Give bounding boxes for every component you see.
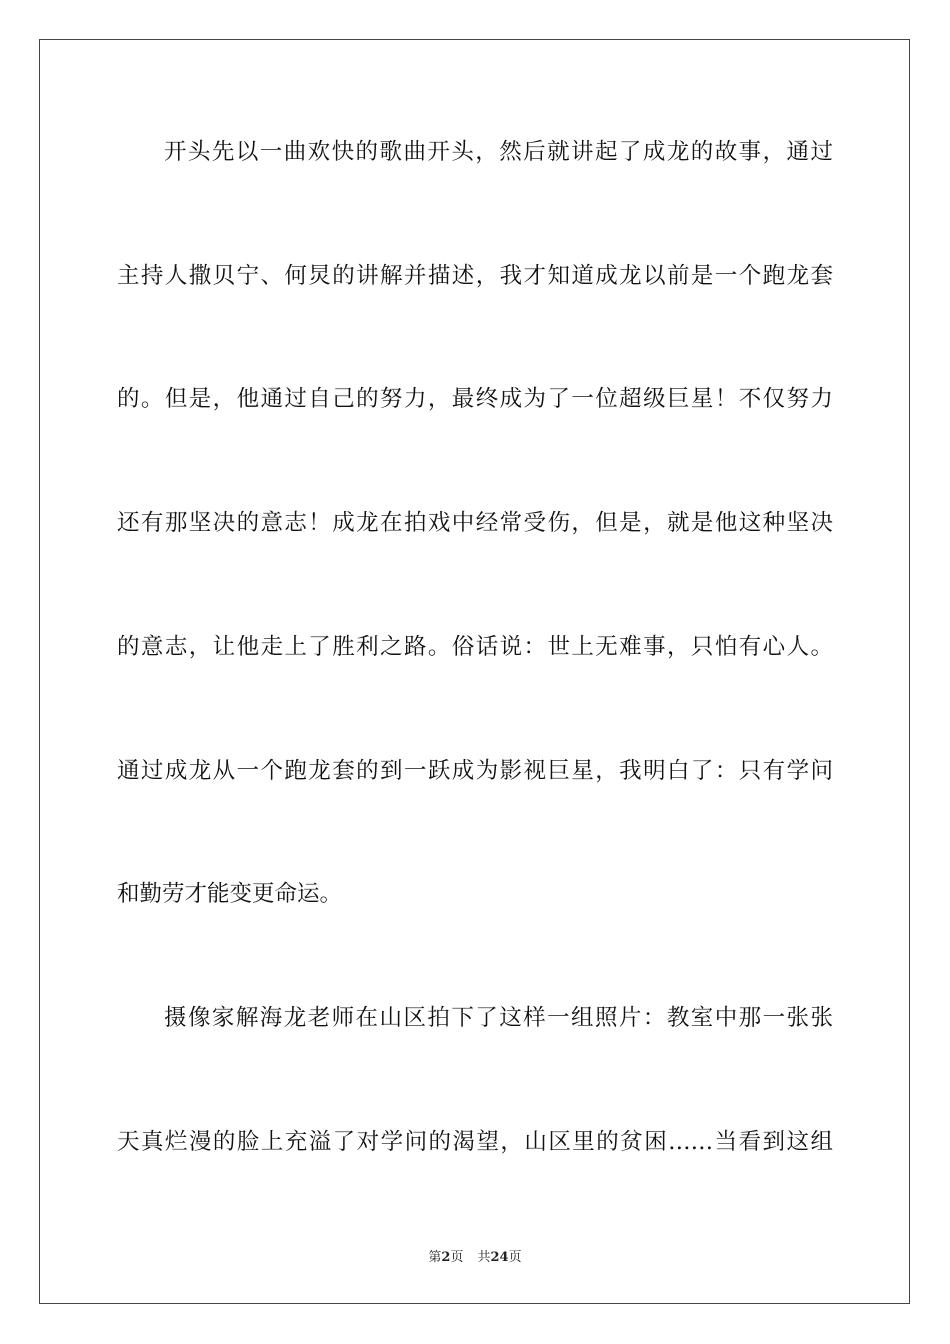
paragraph-2-line-2: 天真烂漫的脸上充溢了对学问的渴望，山区里的贫困……当看到这组 (117, 1129, 833, 1155)
paragraph-2-line-1: 摄像家解海龙老师在山区拍下了这样一组照片：教室中那一张张 (164, 1005, 833, 1031)
page-footer (0, 1246, 950, 1265)
paragraph-1-line-3: 的。但是，他通过自己的努力，最终成为了一位超级巨星！不仅努力 (117, 386, 833, 412)
paragraph-1-line-2: 主持人撒贝宁、何炅的讲解并描述，我才知道成龙以前是一个跑龙套 (117, 263, 833, 289)
page-current-number: 2 (441, 1250, 451, 1265)
total-prefix: 共 (477, 1250, 491, 1265)
page-prefix: 第 (428, 1250, 442, 1265)
paragraph-1-line-4: 还有那坚决的意志！成龙在拍戏中经常受伤，但是，就是他这种坚决 (117, 510, 833, 536)
paragraph-1-line-5: 的意志，让他走上了胜利之路。俗话说：世上无难事，只怕有心人。 (117, 634, 833, 660)
page-frame (39, 39, 910, 1304)
page-suffix: 页 (450, 1250, 464, 1265)
paragraph-1-line-7: 和勤劳才能变更命运。 (117, 881, 343, 907)
page-total-number: 24 (490, 1250, 509, 1265)
paragraph-1-line-1: 开头先以一曲欢快的歌曲开头，然后就讲起了成龙的故事，通过 (164, 139, 833, 165)
total-suffix: 页 (508, 1250, 522, 1265)
paragraph-1-line-6: 通过成龙从一个跑龙套的到一跃成为影视巨星，我明白了：只有学问 (117, 758, 833, 784)
